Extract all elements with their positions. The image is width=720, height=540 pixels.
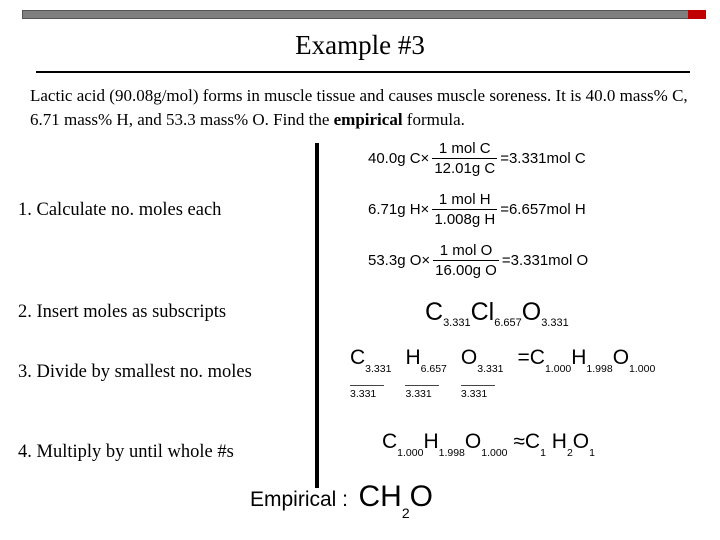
division-term <box>461 346 504 400</box>
empirical-formula <box>250 480 433 521</box>
equals-sign: = <box>500 201 509 218</box>
subscript: 6.657 <box>420 363 447 375</box>
moles-result: 3.331mol C <box>508 150 586 167</box>
times-sign: × <box>420 201 430 218</box>
slide-title: Example #3 <box>295 30 425 60</box>
subscript: 1.000 <box>397 447 424 459</box>
element-symbol: C <box>350 346 366 369</box>
factor-denominator: 16.00g O <box>435 262 497 279</box>
title-bar-decoration <box>22 10 706 19</box>
subscript: 1 <box>589 447 595 459</box>
factor-denominator: 1.008g H <box>434 211 496 228</box>
conversion-carbon <box>368 140 586 177</box>
subscript: 6.657 <box>494 317 522 329</box>
fraction-bar <box>350 385 384 386</box>
factor-numerator: 1 mol C <box>438 140 491 157</box>
given-mass: 6.71g H <box>368 201 421 218</box>
whole-number-equation <box>382 430 595 459</box>
vertical-divider <box>315 143 319 488</box>
subscript: 3.331 <box>365 363 392 375</box>
equals-sign: = <box>517 346 530 369</box>
fraction-bar <box>461 385 495 386</box>
element-symbol: C <box>358 480 381 513</box>
problem-text: Lactic acid (90.08g/mol) forms in muscle tissue and causes muscle soreness. It is 40.0 mass% C, 6.71 mass% H, and 53.3 mass% O. Find the empirical formula. <box>30 86 688 129</box>
element-symbol: O <box>572 430 590 453</box>
conversion-factor <box>432 140 497 177</box>
step-4: 4. Multiply by until whole #s <box>18 442 234 462</box>
given-mass: 53.3g O <box>368 252 422 269</box>
element-symbol: O <box>460 346 478 369</box>
element-symbol: H <box>571 346 587 369</box>
subscript: 1.000 <box>629 363 656 375</box>
subscript: 1 <box>540 447 546 459</box>
subscript: 3.331 <box>477 363 504 375</box>
conversion-hydrogen <box>368 191 586 228</box>
element-symbol: C <box>425 298 444 326</box>
element-symbol: O <box>409 480 433 513</box>
division-term <box>350 346 391 400</box>
element-symbol: C <box>529 346 545 369</box>
element-symbol: C <box>382 430 398 453</box>
title-divider <box>36 71 690 73</box>
equals-sign: = <box>500 150 509 167</box>
subscript: 1.998 <box>438 447 465 459</box>
conversion-factor <box>433 242 499 279</box>
element-symbol: H <box>423 430 439 453</box>
subscript: 1.000 <box>481 447 508 459</box>
step-1: 1. Calculate no. moles each <box>18 200 222 220</box>
given-mass: 40.0g C <box>368 150 421 167</box>
conversion-factor <box>432 191 497 228</box>
element-symbol: C <box>524 430 541 453</box>
element-symbol: H <box>551 430 567 453</box>
element-symbol: O <box>464 430 482 453</box>
accent-square <box>688 10 706 19</box>
element-symbol: O <box>612 346 630 369</box>
empirical-label: Empirical : <box>250 488 349 511</box>
division-term <box>405 346 446 400</box>
element-symbol: H <box>405 346 421 369</box>
division-result <box>518 346 656 375</box>
conversion-oxygen <box>368 242 588 279</box>
problem-statement <box>30 84 700 132</box>
factor-numerator: 1 mol H <box>438 191 491 208</box>
factor-denominator: 12.01g C <box>434 160 496 177</box>
subscript: 3.331 <box>443 317 471 329</box>
fraction-bar <box>405 385 439 386</box>
step-2: 2. Insert moles as subscripts <box>18 302 227 322</box>
element-symbol: H <box>380 480 402 513</box>
subscript: 1.998 <box>586 363 613 375</box>
subscript: 3.331 <box>541 317 569 329</box>
subscript: 1.000 <box>544 363 572 375</box>
subscript: 2 <box>401 505 410 521</box>
divisor: 3.331 <box>460 388 488 400</box>
moles-result: 3.331mol O <box>510 252 589 269</box>
divisor: 3.331 <box>405 388 432 400</box>
approx-sign: ≈ <box>513 430 525 453</box>
element-symbol: O <box>521 298 542 326</box>
equals-sign: = <box>501 252 511 269</box>
element-symbol: Cl <box>470 298 495 326</box>
factor-numerator: 1 mol O <box>439 242 493 259</box>
times-sign: × <box>420 150 430 167</box>
step-3: 3. Divide by smallest no. moles <box>18 362 252 382</box>
times-sign: × <box>421 252 431 269</box>
divisor: 3.331 <box>350 388 377 400</box>
moles-result: 6.657mol H <box>508 201 586 218</box>
emphasis-empirical: empirical <box>333 110 403 129</box>
division-equation <box>350 346 655 400</box>
subscript: 2 <box>566 447 573 459</box>
mole-subscript-formula <box>425 298 569 329</box>
